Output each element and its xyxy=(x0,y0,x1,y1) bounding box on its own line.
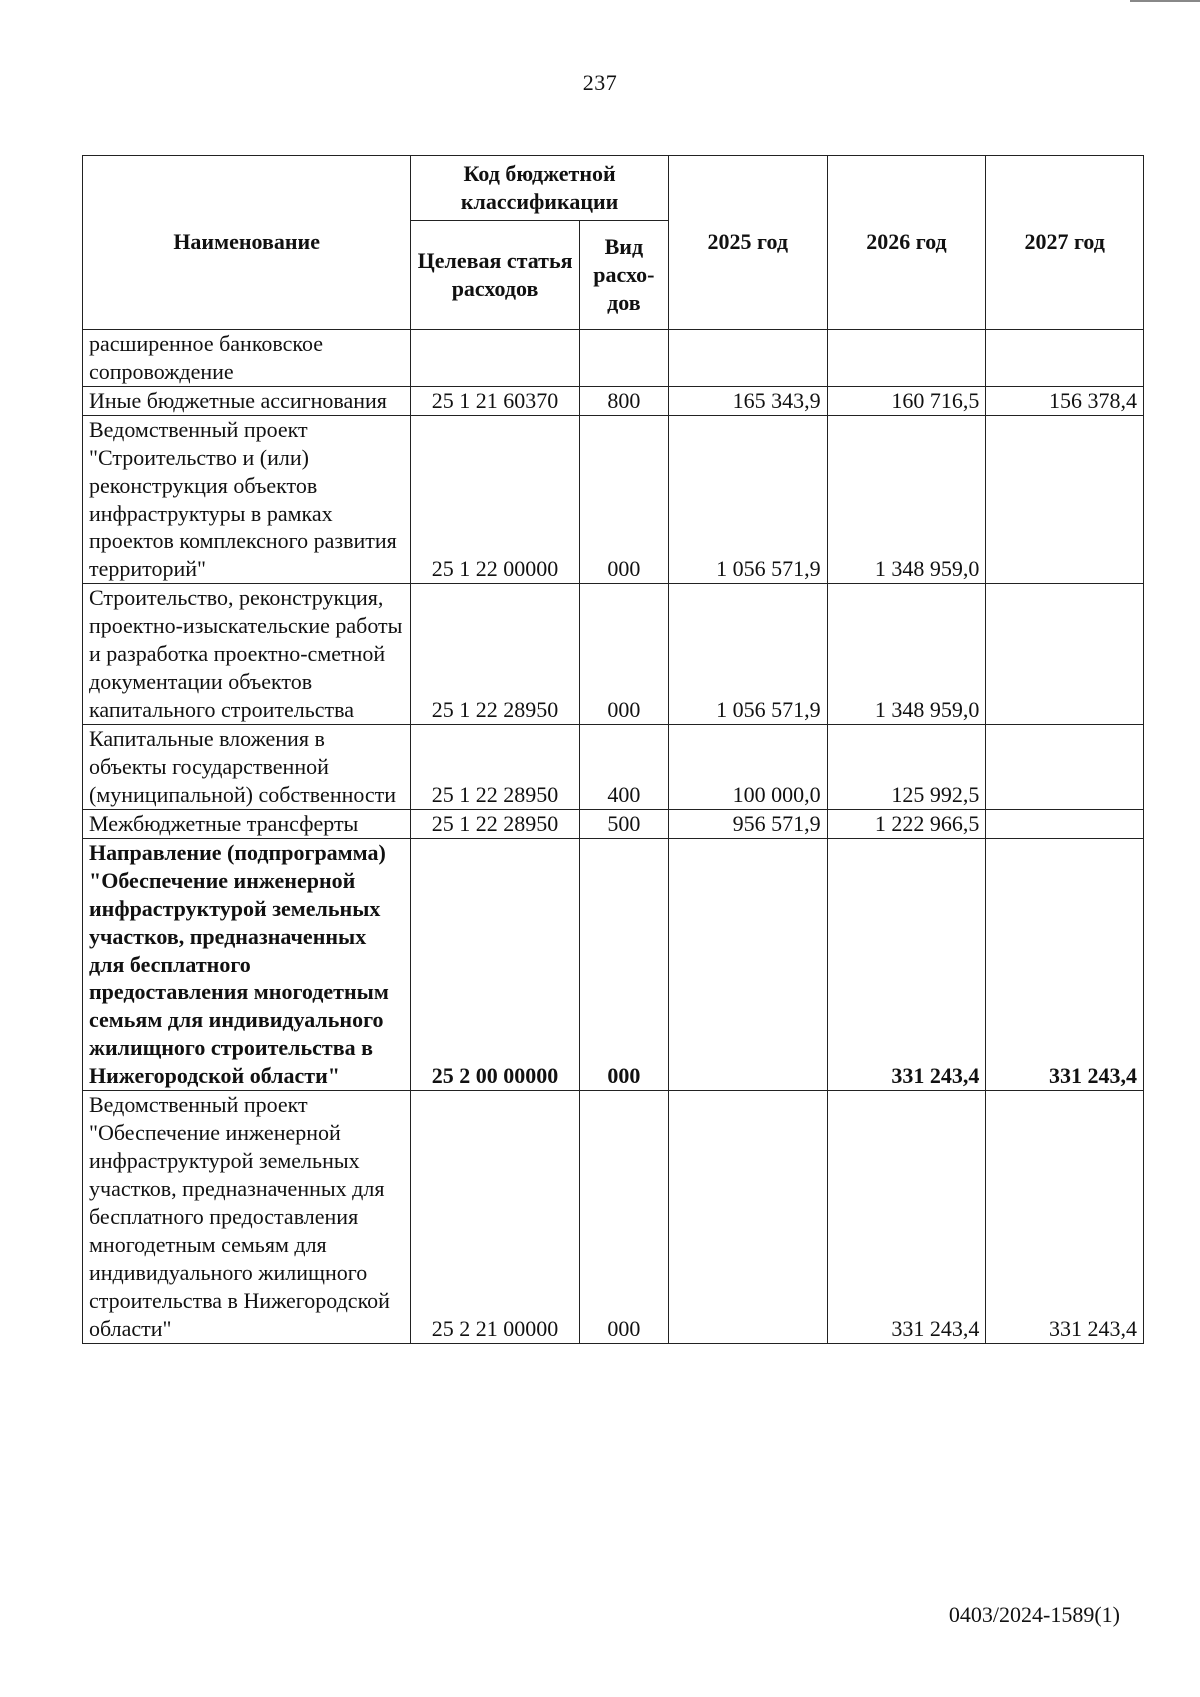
row-expense-kind xyxy=(579,329,668,386)
row-target-code: 25 1 22 00000 xyxy=(411,415,579,584)
row-name: расширенное банковское сопровождение xyxy=(83,329,411,386)
row-target-code: 25 2 21 00000 xyxy=(411,1091,579,1343)
header-expense-kind: Вид расхо-дов xyxy=(579,220,668,329)
row-value-2025: 165 343,9 xyxy=(668,386,827,415)
table-row xyxy=(83,1091,1144,1343)
row-value-2027 xyxy=(986,584,1144,725)
row-value-2025 xyxy=(668,329,827,386)
row-target-code xyxy=(411,329,579,386)
table-row-subprogram xyxy=(83,838,1144,1090)
row-target-code: 25 1 21 60370 xyxy=(411,386,579,415)
header-year-2027: 2027 год xyxy=(986,156,1144,330)
row-value-2025 xyxy=(668,1091,827,1343)
row-value-2027 xyxy=(986,329,1144,386)
row-value-2026: 331 243,4 xyxy=(827,838,986,1090)
document-code: 0403/2024-1589(1) xyxy=(948,1602,1120,1627)
row-name: Ведомственный проект "Строительство и (или) реконструкция объектов инфраструктуры в рамках проектов комплексного развития территорий" xyxy=(83,415,411,584)
row-name: Иные бюджетные ассигнования xyxy=(83,386,411,415)
row-value-2027: 331 243,4 xyxy=(986,1091,1144,1343)
row-name: Строительство, реконструкция, проектно-изыскательские работы и разработка проектно-сметной документации объектов капитального строительства xyxy=(83,584,411,725)
row-expense-kind: 800 xyxy=(579,386,668,415)
table-header xyxy=(83,156,1144,330)
row-value-2025: 1 056 571,9 xyxy=(668,584,827,725)
row-value-2025: 956 571,9 xyxy=(668,809,827,838)
row-value-2027: 331 243,4 xyxy=(986,838,1144,1090)
row-expense-kind: 000 xyxy=(579,1091,668,1343)
row-value-2026: 1 348 959,0 xyxy=(827,584,986,725)
row-name: Капитальные вложения в объекты государственной (муниципальной) собственности xyxy=(83,725,411,810)
row-value-2027 xyxy=(986,809,1144,838)
row-name: Направление (подпрограмма) "Обеспечение инженерной инфраструктурой земельных участков, предназначенных для бесплатного предоставления многодетным семьям для индивидуального жилищного строительства в Нижегородской области" xyxy=(83,838,411,1090)
row-value-2026: 160 716,5 xyxy=(827,386,986,415)
row-name: Ведомственный проект "Обеспечение инженерной инфраструктурой земельных участков, предназначенных для бесплатного предоставления многодетным семьям для индивидуального жилищного строительства в Нижегородской области" xyxy=(83,1091,411,1343)
row-name: Межбюджетные трансферты xyxy=(83,809,411,838)
row-value-2026: 1 348 959,0 xyxy=(827,415,986,584)
table-body xyxy=(83,329,1144,1343)
header-name: Наименование xyxy=(83,156,411,330)
header-target-article: Целевая статья расходов xyxy=(411,220,579,329)
header-year-2026: 2026 год xyxy=(827,156,986,330)
page-number: 237 xyxy=(582,70,618,95)
row-target-code: 25 1 22 28950 xyxy=(411,725,579,810)
row-expense-kind: 000 xyxy=(579,584,668,725)
header-budget-code: Код бюджетной классификации xyxy=(411,156,669,221)
row-value-2026: 1 222 966,5 xyxy=(827,809,986,838)
row-target-code: 25 2 00 00000 xyxy=(411,838,579,1090)
row-target-code: 25 1 22 28950 xyxy=(411,584,579,725)
row-expense-kind: 000 xyxy=(579,415,668,584)
row-expense-kind: 500 xyxy=(579,809,668,838)
row-value-2025: 1 056 571,9 xyxy=(668,415,827,584)
row-expense-kind: 000 xyxy=(579,838,668,1090)
scan-edge-mark xyxy=(1130,0,1200,2)
row-value-2027 xyxy=(986,415,1144,584)
row-expense-kind: 400 xyxy=(579,725,668,810)
table-row xyxy=(83,809,1144,838)
row-value-2026: 331 243,4 xyxy=(827,1091,986,1343)
row-target-code: 25 1 22 28950 xyxy=(411,809,579,838)
budget-table xyxy=(82,155,1144,1344)
row-value-2027: 156 378,4 xyxy=(986,386,1144,415)
row-value-2025: 100 000,0 xyxy=(668,725,827,810)
row-value-2027 xyxy=(986,725,1144,810)
row-value-2026: 125 992,5 xyxy=(827,725,986,810)
table-row xyxy=(83,415,1144,584)
table-row xyxy=(83,329,1144,386)
table-row xyxy=(83,725,1144,810)
table-row xyxy=(83,386,1144,415)
row-value-2025 xyxy=(668,838,827,1090)
header-year-2025: 2025 год xyxy=(668,156,827,330)
table-row xyxy=(83,584,1144,725)
row-value-2026 xyxy=(827,329,986,386)
